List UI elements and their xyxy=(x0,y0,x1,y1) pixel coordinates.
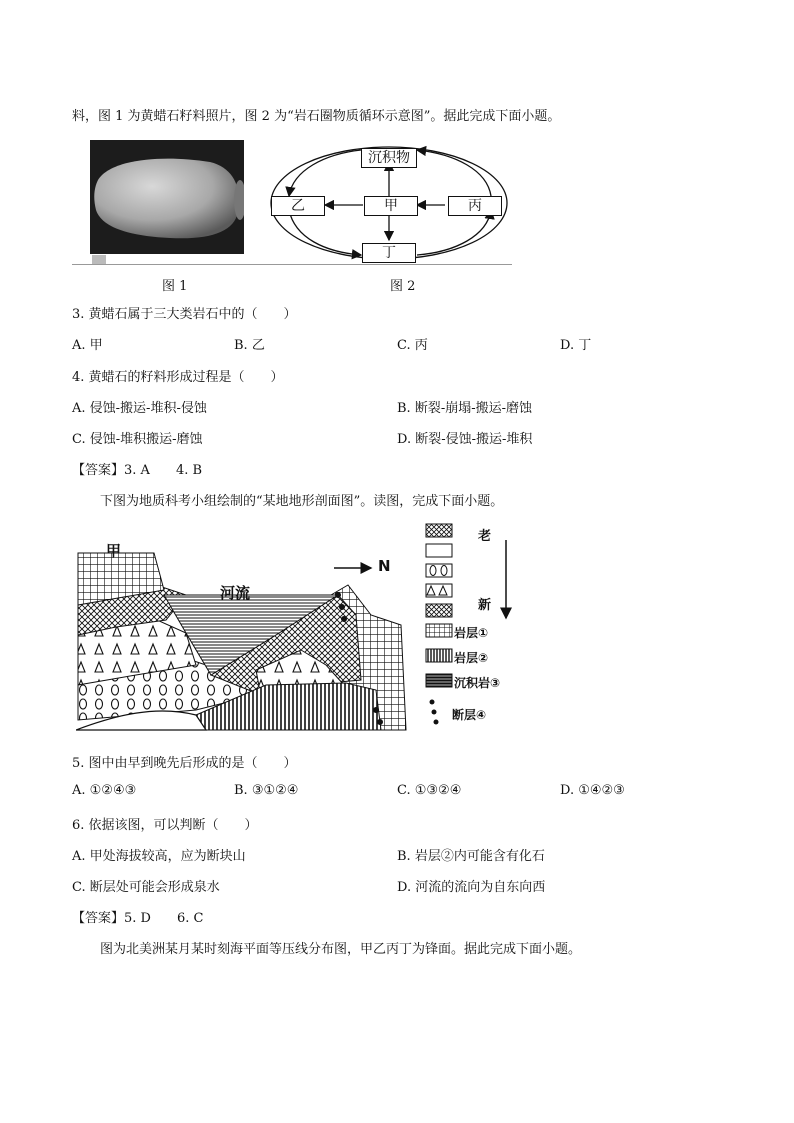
intro-text-3: 图为北美洲某月某时刻海平面等压线分布图，甲乙丙丁为锋面。据此完成下面小题。 xyxy=(100,942,582,957)
arrow-sediment-to-yi xyxy=(289,150,361,196)
q3-option-b: B. 乙 xyxy=(234,338,265,353)
q4-option-a: A. 侵蚀-搬运-堆积-侵蚀 xyxy=(72,401,207,416)
q3-option-c: C. 丙 xyxy=(397,338,428,353)
geologic-cross-section xyxy=(76,515,416,737)
figure-2-caption: 图 2 xyxy=(390,279,416,294)
q5-option-c: C. ①③②④ xyxy=(397,783,462,798)
q4-option-c: C. 侵蚀-堆积搬运-磨蚀 xyxy=(72,432,203,447)
arrow-yi-to-ding xyxy=(289,210,361,255)
legend-rock-layer-1: 岩层① xyxy=(454,626,489,640)
q6-option-d: D. 河流的流向为自东向西 xyxy=(397,880,546,895)
legend-fault-4: 断层④ xyxy=(452,708,487,722)
arrow-bing-to-sediment xyxy=(417,150,491,196)
answer-text: 3. A 4. B xyxy=(124,463,203,478)
label-jia: 甲 xyxy=(106,542,122,560)
yellow-wax-stone-photo xyxy=(90,140,244,254)
box-bing: 丙 xyxy=(448,196,502,216)
answer-text: 5. D 6. C xyxy=(124,911,204,926)
q3-option-d: D. 丁 xyxy=(560,338,592,353)
intro-text-2: 下图为地质科考小组绘制的“某地地形剖面图”。读图，完成下面小题。 xyxy=(100,494,504,509)
answer-label: 【答案】 xyxy=(72,463,125,478)
question-3-stem: 3. 黄蜡石属于三大类岩石中的（ ） xyxy=(72,307,297,322)
question-6-stem: 6. 依据该图，可以判断（ ） xyxy=(72,818,258,833)
q4-option-b: B. 断裂-崩塌-搬运-磨蚀 xyxy=(397,401,532,416)
q6-option-a: A. 甲处海拔较高，应为断块山 xyxy=(72,849,246,864)
photo-watermark-mark xyxy=(92,255,106,264)
question-4-stem: 4. 黄蜡石的籽料形成过程是（ ） xyxy=(72,370,284,385)
question-5-stem: 5. 图中由早到晚先后形成的是（ ） xyxy=(72,756,297,771)
q5-option-a: A. ①②④③ xyxy=(72,783,137,798)
box-sediment: 沉积物 xyxy=(361,148,417,168)
label-north: N xyxy=(378,557,391,575)
box-jia: 甲 xyxy=(364,196,418,216)
q5-option-b: B. ③①②④ xyxy=(234,783,299,798)
intro-text-1: 料，图 1 为黄蜡石籽料照片，图 2 为“岩石圈物质循环示意图”。据此完成下面小题。 xyxy=(72,109,561,124)
q3-option-a: A. 甲 xyxy=(72,338,103,353)
answer-label: 【答案】 xyxy=(72,911,125,926)
label-river: 河流 xyxy=(220,584,251,602)
answer-block-2 xyxy=(72,907,203,926)
legend-sedimentary-rock-3: 沉积岩③ xyxy=(454,676,501,690)
answer-block-1 xyxy=(72,459,202,478)
q6-option-c: C. 断层处可能会形成泉水 xyxy=(72,880,220,895)
legend-rock-layer-2: 岩层② xyxy=(454,651,489,665)
figure-1-caption: 图 1 xyxy=(162,279,188,294)
legend-old-label: 老 xyxy=(478,529,492,544)
legend-new-label: 新 xyxy=(478,598,492,613)
q6-option-b: B. 岩层②内可能含有化石 xyxy=(397,849,545,864)
box-yi: 乙 xyxy=(271,196,325,216)
q5-option-d: D. ①④②③ xyxy=(560,783,625,798)
box-ding: 丁 xyxy=(362,243,416,263)
q4-option-d: D. 断裂-侵蚀-搬运-堆积 xyxy=(397,432,533,447)
arrow-ding-to-bing xyxy=(417,210,491,255)
